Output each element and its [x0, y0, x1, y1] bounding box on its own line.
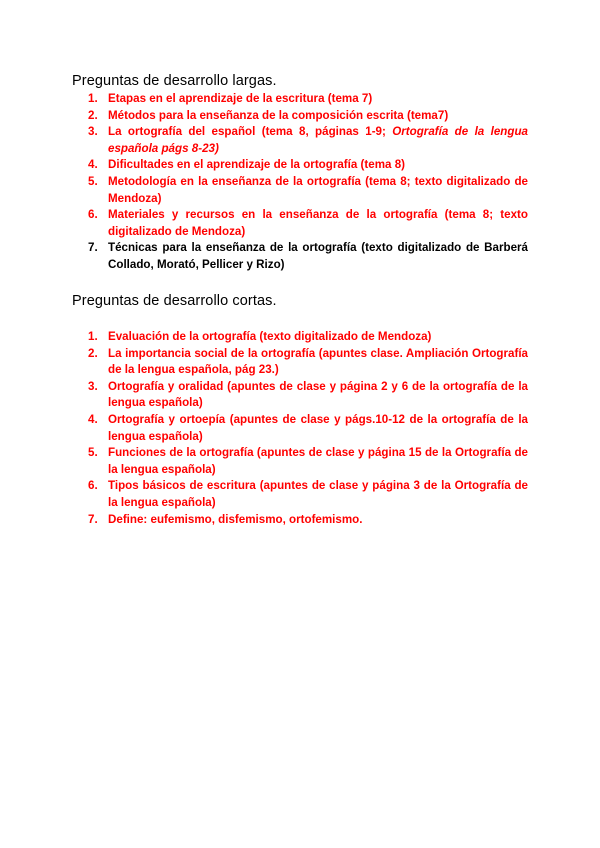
item-number: 5.: [88, 174, 98, 188]
item-text: Ortografía y oralidad (apuntes de clase y página 2 y 6 de la ortografía de la lengua española): [108, 379, 528, 410]
item-number: 3.: [88, 379, 98, 393]
item-number: 3.: [88, 125, 98, 139]
list-item: [88, 124, 528, 157]
list-item: [88, 108, 528, 125]
item-number: 2.: [88, 346, 98, 360]
item-number: 6.: [88, 479, 98, 493]
section-heading-long-questions: Preguntas de desarrollo largas.: [72, 73, 277, 89]
list-item: [88, 329, 528, 346]
long-questions-list: [88, 91, 528, 274]
item-text: Métodos para la enseñanza de la composición escrita (tema7): [108, 108, 449, 122]
list-item: [88, 207, 528, 240]
list-item: [88, 379, 528, 412]
item-number: 1.: [88, 92, 98, 105]
list-item: [88, 157, 528, 174]
list-item: [88, 512, 528, 529]
item-text: Metodología en la enseñanza de la ortografía (tema 8; texto digitalizado de Mendoza): [108, 174, 528, 205]
item-number: 1.: [88, 330, 98, 343]
item-text-italic: Ortografía de la lengua española págs 8-23): [108, 125, 528, 155]
item-number: 4.: [88, 412, 98, 426]
list-item: [88, 445, 528, 478]
list-item: [88, 346, 528, 379]
item-text: Etapas en el aprendizaje de la escritura (tema 7): [108, 92, 373, 105]
item-text: Materiales y recursos en la enseñanza de la ortografía (tema 8; texto digitalizado de Mendoza): [108, 208, 528, 238]
item-text: La importancia social de la ortografía (apuntes clase. Ampliación Ortografía de la lengua española, pág 23.): [108, 346, 528, 377]
item-number: 7.: [88, 512, 98, 526]
item-text: Dificultades en el aprendizaje de la ortografía (tema 8): [108, 158, 406, 172]
list-item: [88, 240, 528, 273]
list-item: [88, 91, 528, 108]
item-number: 2.: [88, 108, 98, 122]
item-text: Tipos básicos de escritura (apuntes de clase y página 3 de la Ortografía de la lengua española): [108, 479, 528, 509]
item-number: 7.: [88, 241, 98, 255]
item-number: 6.: [88, 208, 98, 222]
item-text: Define: eufemismo, disfemismo, ortofemismo.: [108, 512, 363, 526]
short-questions-list: [88, 329, 528, 528]
item-number: 4.: [88, 158, 98, 172]
item-text: Ortografía y ortoepía (apuntes de clase y págs.10-12 de la ortografía de la lengua española): [108, 412, 528, 443]
item-text: Funciones de la ortografía (apuntes de clase y página 15 de la Ortografía de la lengua española): [108, 446, 528, 476]
list-item: [88, 174, 528, 207]
section-heading-short-questions: Preguntas de desarrollo cortas.: [72, 293, 277, 309]
item-text: La ortografía del español (tema 8, páginas 1-9;: [108, 125, 393, 139]
list-item: [88, 412, 528, 445]
item-text: Técnicas para la enseñanza de la ortografía (texto digitalizado de Barberá Collado, Morató, Pellicer y Rizo): [108, 241, 528, 271]
item-text: Evaluación de la ortografía (texto digitalizado de Mendoza): [108, 330, 432, 343]
item-number: 5.: [88, 446, 98, 460]
list-item: [88, 478, 528, 511]
